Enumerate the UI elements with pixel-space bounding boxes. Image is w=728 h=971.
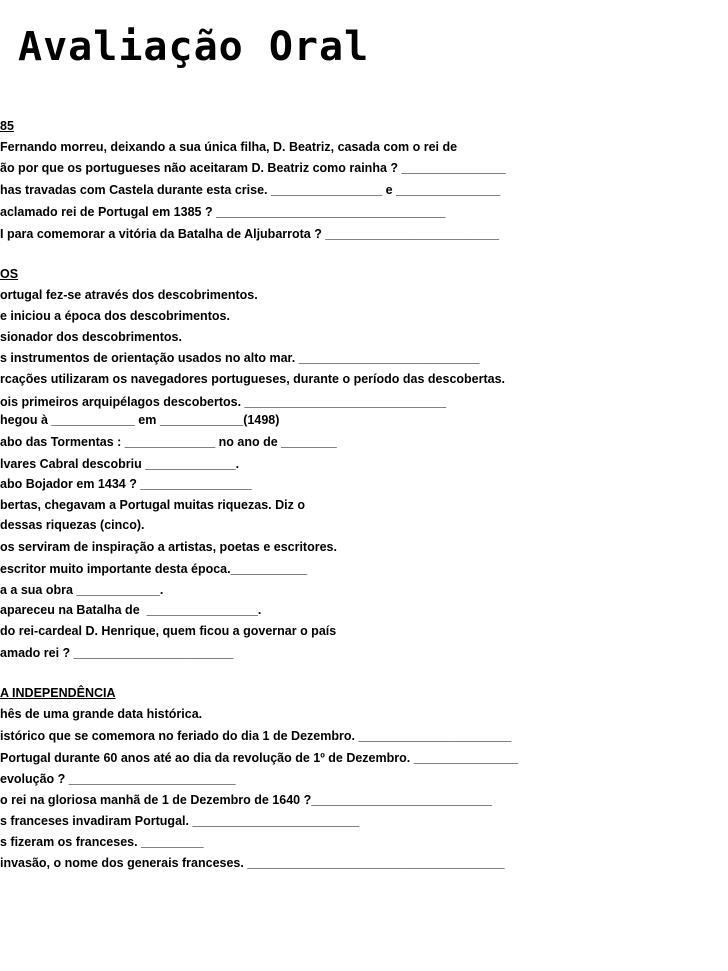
- question-line: a a sua obra ____________.: [0, 583, 164, 597]
- question-line: s instrumentos de orientação usados no alto mar. __________________________: [0, 351, 480, 365]
- section-1-heading: 85: [0, 119, 14, 133]
- question-line: hegou à ____________ em ____________(1498): [0, 413, 280, 427]
- section-2-heading: OS: [0, 267, 19, 281]
- question-line: apareceu na Batalha de ________________.: [0, 603, 262, 617]
- question-line: Fernando morreu, deixando a sua única filha, D. Beatriz, casada com o rei de: [0, 140, 458, 154]
- question-line: e iniciou a época dos descobrimentos.: [0, 309, 230, 323]
- question-line: lvares Cabral descobriu _____________.: [0, 457, 240, 471]
- question-line: dessas riquezas (cinco).: [0, 518, 145, 532]
- page-title: Avaliação Oral: [18, 24, 370, 70]
- question-line: ois primeiros arquipélagos descobertos. _____________________________: [0, 395, 447, 409]
- question-line: os serviram de inspiração a artistas, poetas e escritores.: [0, 540, 337, 554]
- question-line: abo das Tormentas : _____________ no ano de ________: [0, 435, 337, 449]
- question-line: bertas, chegavam a Portugal muitas riquezas. Diz o: [0, 498, 305, 512]
- question-line: hês de uma grande data histórica.: [0, 707, 203, 721]
- question-line: evolução ? ________________________: [0, 772, 236, 786]
- question-line: do rei-cardeal D. Henrique, quem ficou a governar o país: [0, 624, 337, 638]
- question-line: amado rei ? _______________________: [0, 646, 234, 660]
- question-line: sionador dos descobrimentos.: [0, 330, 182, 344]
- question-line: ortugal fez-se através dos descobrimentos.: [0, 288, 258, 302]
- question-line: I para comemorar a vitória da Batalha de Aljubarrota ? _________________________: [0, 227, 500, 241]
- question-line: istórico que se comemora no feriado do dia 1 de Dezembro. ______________________: [0, 729, 512, 743]
- question-line: rcações utilizaram os navegadores portugueses, durante o período das descobertas.: [0, 372, 506, 386]
- question-line: s franceses invadiram Portugal. ________________________: [0, 814, 360, 828]
- question-line: aclamado rei de Portugal em 1385 ? _________________________________: [0, 205, 446, 219]
- question-line: abo Bojador em 1434 ? ________________: [0, 477, 252, 491]
- question-line: invasão, o nome dos generais franceses. _____________________________________: [0, 856, 505, 870]
- question-line: has travadas com Castela durante esta crise. ________________ e _______________: [0, 183, 501, 197]
- section-3-heading: A INDEPENDÊNCIA: [0, 686, 116, 700]
- question-line: ão por que os portugueses não aceitaram D. Beatriz como rainha ? _______________: [0, 161, 506, 175]
- question-line: s fizeram os franceses. _________: [0, 835, 204, 849]
- question-line: Portugal durante 60 anos até ao dia da revolução de 1º de Dezembro. _______________: [0, 751, 518, 765]
- question-line: escritor muito importante desta época.___________: [0, 562, 308, 576]
- question-line: o rei na gloriosa manhã de 1 de Dezembro de 1640 ?__________________________: [0, 793, 492, 807]
